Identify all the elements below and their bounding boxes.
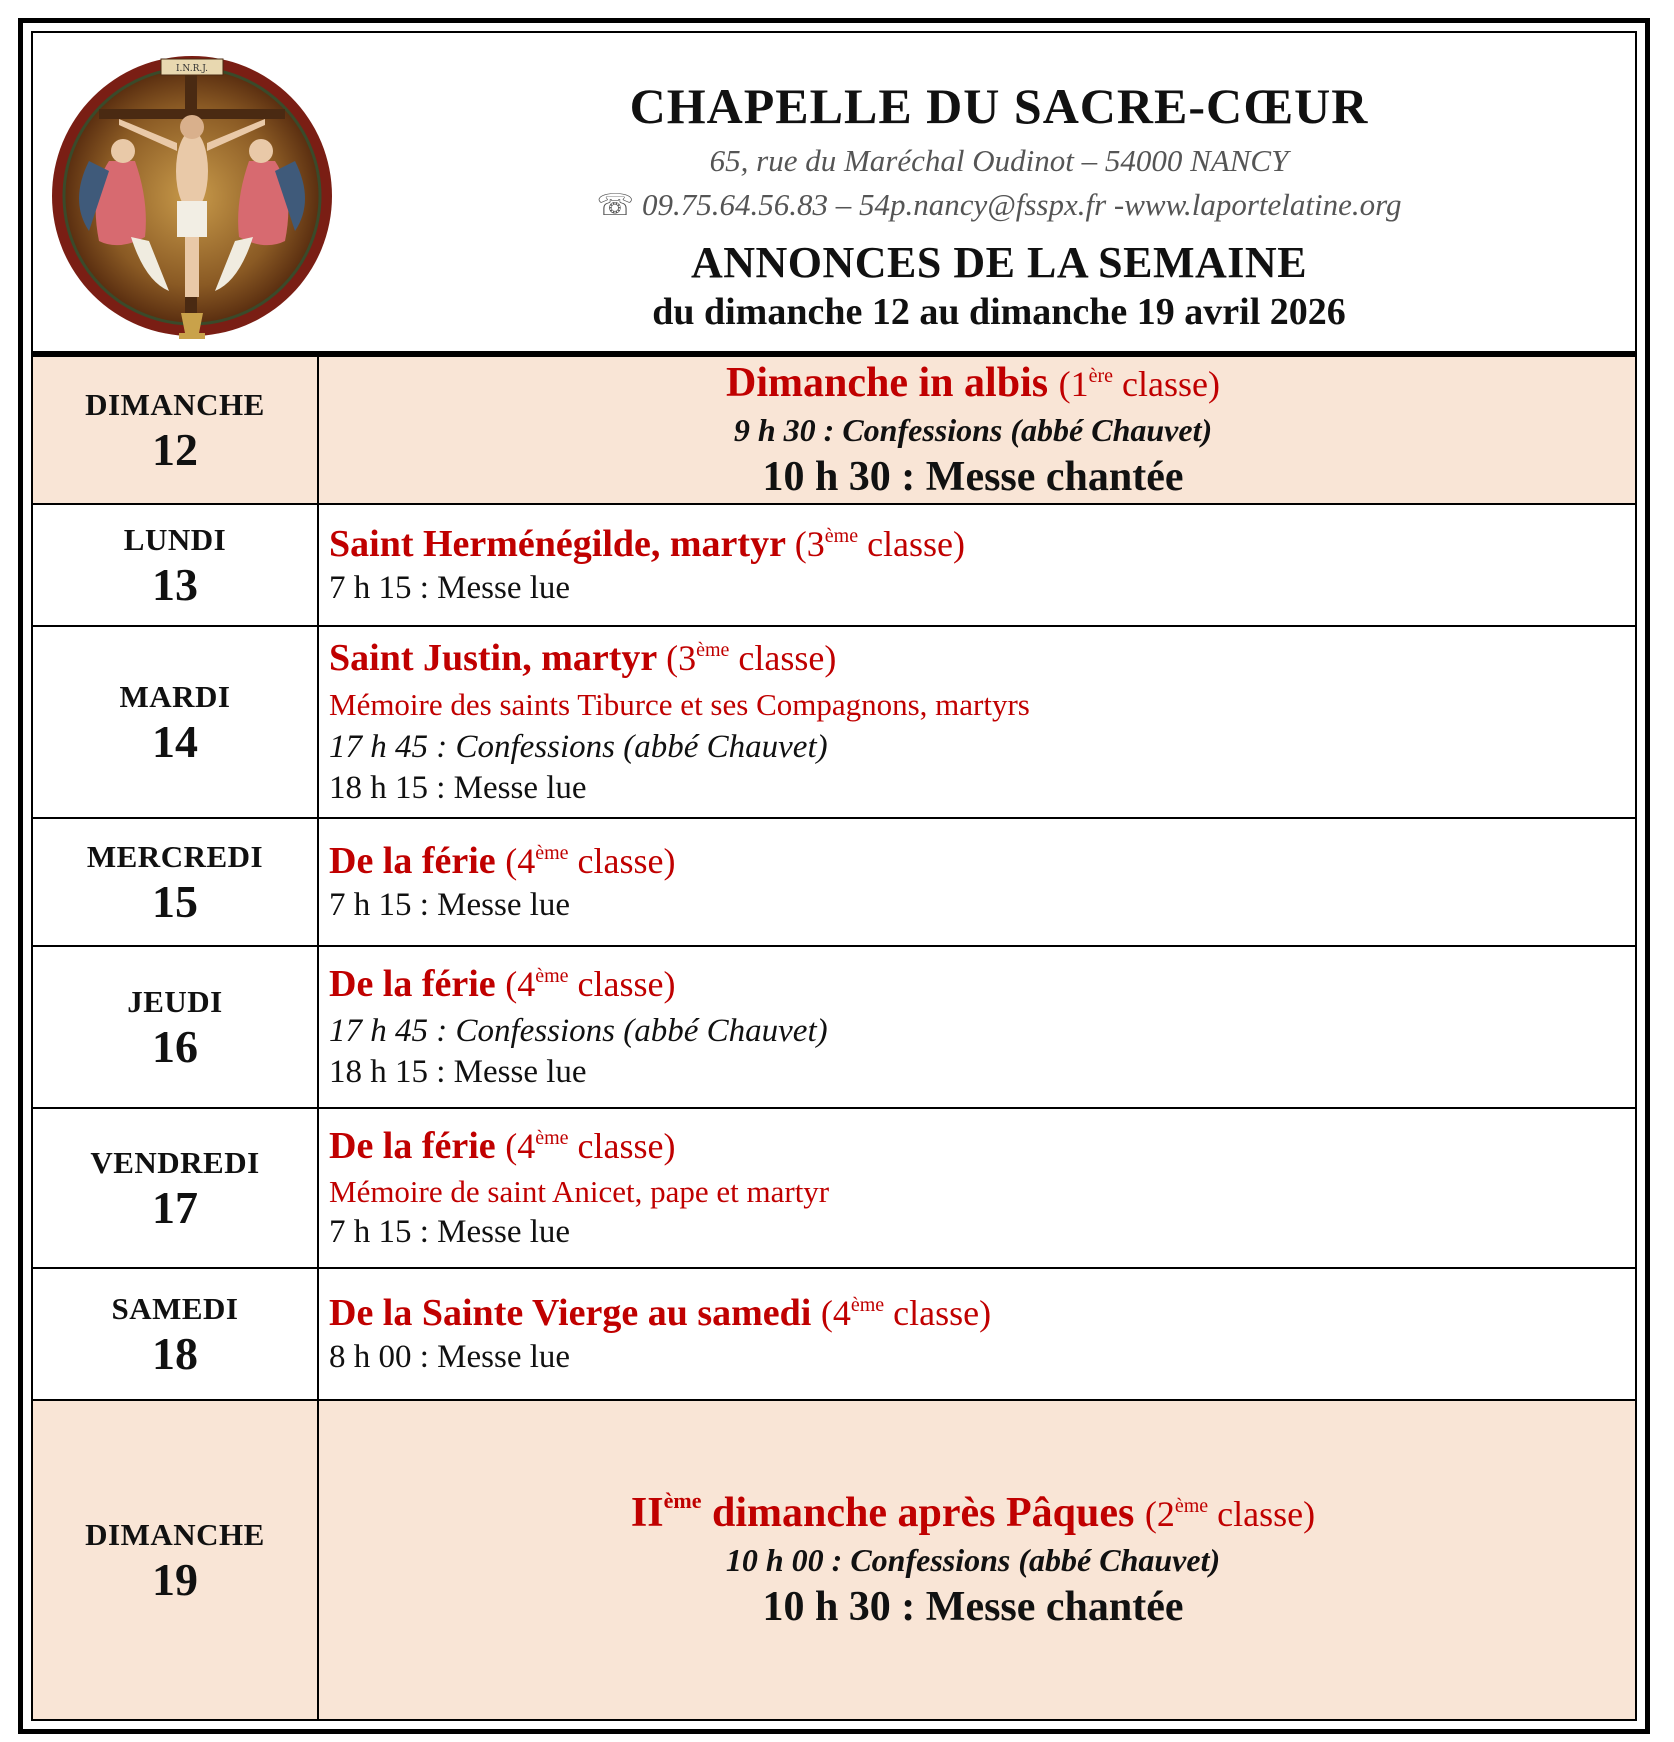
chapel-address: 65, rue du Maréchal Oudinot – 54000 NANCY	[709, 143, 1289, 178]
class-suffix: ème	[535, 841, 569, 864]
day-number: 16	[152, 1021, 198, 1072]
week-range: du dimanche 12 au dimanche 19 avril 2026	[652, 291, 1346, 333]
day-name: JEUDI	[127, 984, 223, 1019]
day-number: 17	[152, 1182, 198, 1233]
day-content	[319, 357, 1627, 503]
mass-line: 8 h 00 : Messe lue	[329, 1339, 571, 1376]
day-row-tuesday-14	[33, 627, 1635, 819]
day-row-monday-13	[33, 505, 1635, 627]
day-name: MERCREDI	[86, 839, 264, 874]
class-number: 3	[678, 638, 697, 679]
feast-class: (2ème classe)	[1144, 1494, 1316, 1535]
feast-title	[329, 963, 1627, 1007]
day-content	[329, 947, 1627, 1107]
chapel-contact	[373, 187, 1625, 223]
day-cell	[33, 357, 319, 503]
class-word: classe)	[1122, 364, 1220, 405]
day-name: LUNDI	[123, 522, 227, 557]
confessions-line: 9 h 30 : Confessions (abbé Chauvet)	[733, 411, 1213, 448]
feast-name: Dimanche in albis	[726, 360, 1049, 407]
day-row-saturday-18	[33, 1269, 1635, 1401]
class-suffix: ème	[824, 524, 859, 547]
day-number: 19	[152, 1554, 198, 1605]
day-content	[329, 1269, 1627, 1399]
confessions-line: 17 h 45 : Confessions (abbé Chauvet)	[329, 1012, 828, 1049]
day-cell	[33, 1269, 319, 1399]
class-word: classe)	[577, 1125, 676, 1166]
feast-class: (4ème classe)	[820, 1292, 992, 1333]
day-content	[329, 505, 1627, 625]
day-content	[329, 1109, 1627, 1267]
chapel-name: CHAPELLE DU SACRE-CŒUR	[629, 78, 1369, 134]
feast-title	[329, 840, 1627, 884]
feast-title	[329, 523, 1627, 567]
class-suffix: ème	[1174, 1495, 1209, 1518]
day-row-friday-17	[33, 1109, 1635, 1269]
class-number: 3	[806, 523, 825, 564]
class-number: 4	[517, 964, 536, 1005]
feast-class: (1ère classe)	[1058, 364, 1220, 405]
feast-name: Saint Justin, martyr	[329, 637, 657, 680]
feast-class: (3ème classe)	[666, 638, 837, 679]
day-content	[329, 627, 1627, 817]
confessions-line: 10 h 00 : Confessions (abbé Chauvet)	[725, 1541, 1221, 1578]
day-number: 14	[152, 716, 198, 767]
header	[33, 33, 1635, 357]
day-number: 15	[152, 876, 198, 927]
day-cell	[33, 1109, 319, 1267]
day-name: VENDREDI	[90, 1145, 260, 1180]
confessions-line: 17 h 45 : Confessions (abbé Chauvet)	[329, 728, 828, 765]
day-name: DIMANCHE	[85, 387, 265, 422]
day-cell	[33, 1401, 319, 1719]
mass-line: 7 h 15 : Messe lue	[329, 570, 571, 607]
feast-name: Saint Herménégilde, martyr	[329, 522, 786, 565]
day-cell	[33, 819, 319, 945]
class-suffix: ème	[696, 639, 730, 662]
feast-name: De la férie	[329, 839, 496, 882]
memoire-line: Mémoire des saints Tiburce et ses Compagnons, martyrs	[329, 686, 1030, 722]
class-number: 4	[832, 1292, 851, 1333]
feast-class: (3ème classe)	[794, 523, 966, 564]
emblem-inscription: I.N.R.J.	[176, 64, 208, 74]
class-number: 4	[517, 840, 536, 881]
class-suffix: ème	[850, 1293, 885, 1316]
day-row-wednesday-15	[33, 819, 1635, 947]
day-cell	[33, 627, 319, 817]
feast-title	[329, 1125, 1627, 1169]
crucifix-emblem-icon	[49, 51, 359, 361]
feast-class: (4ème classe)	[505, 964, 676, 1005]
day-number: 18	[152, 1328, 198, 1379]
feast-title	[329, 637, 1627, 681]
day-name: DIMANCHE	[85, 1517, 265, 1552]
class-word: classe)	[577, 840, 676, 881]
day-cell	[33, 947, 319, 1107]
feast-title	[631, 1489, 1315, 1537]
contact-line: 09.75.64.56.83 – 54p.nancy@fsspx.fr -www.laportelatine.org	[641, 187, 1402, 222]
weekly-schedule	[33, 357, 1635, 1719]
feast-name: De la férie	[329, 963, 496, 1006]
week-title: ANNONCES DE LA SEMAINE	[690, 238, 1308, 287]
mass-line: 10 h 30 : Messe chantée	[762, 453, 1184, 500]
day-row-sunday-12	[33, 357, 1635, 505]
telephone-icon: ☏	[596, 189, 634, 222]
class-suffix: ème	[535, 965, 569, 988]
feast-prefix: II	[630, 1490, 664, 1537]
mass-line: 7 h 15 : Messe lue	[329, 1214, 571, 1251]
feast-name: dimanche après Pâques	[711, 1490, 1135, 1537]
class-number: 2	[1156, 1494, 1175, 1535]
class-suffix: ème	[535, 1126, 569, 1149]
day-name: MARDI	[119, 679, 231, 714]
class-word: classe)	[577, 964, 676, 1005]
sheet-inner-frame	[31, 31, 1637, 1721]
feast-name: De la férie	[329, 1124, 496, 1167]
day-content	[319, 1401, 1627, 1719]
day-number: 13	[152, 559, 198, 610]
feast-title	[329, 1292, 1627, 1336]
header-text-block	[373, 33, 1625, 334]
day-name: SAMEDI	[111, 1291, 239, 1326]
day-number: 12	[152, 424, 198, 475]
mass-line: 18 h 15 : Messe lue	[329, 1053, 587, 1090]
class-number: 4	[517, 1125, 536, 1166]
feast-prefix-suffix: ème	[663, 1488, 702, 1514]
class-suffix: ère	[1088, 365, 1114, 388]
class-word: classe)	[738, 638, 837, 679]
memoire-line: Mémoire de saint Anicet, pape et martyr	[329, 1174, 830, 1210]
day-content	[329, 819, 1627, 945]
day-row-sunday-19	[33, 1401, 1635, 1719]
class-word: classe)	[867, 523, 966, 564]
class-word: classe)	[1217, 1494, 1316, 1535]
class-word: classe)	[893, 1292, 992, 1333]
mass-line: 7 h 15 : Messe lue	[329, 887, 571, 924]
day-row-thursday-16	[33, 947, 1635, 1109]
feast-class: (4ème classe)	[505, 1125, 676, 1166]
feast-name: De la Sainte Vierge au samedi	[329, 1291, 812, 1334]
mass-line: 10 h 30 : Messe chantée	[762, 1583, 1184, 1630]
feast-title	[726, 359, 1220, 407]
mass-line: 18 h 15 : Messe lue	[329, 769, 587, 806]
class-number: 1	[1070, 364, 1089, 405]
feast-class: (4ème classe)	[505, 840, 676, 881]
announcement-sheet	[18, 18, 1650, 1734]
day-cell	[33, 505, 319, 625]
